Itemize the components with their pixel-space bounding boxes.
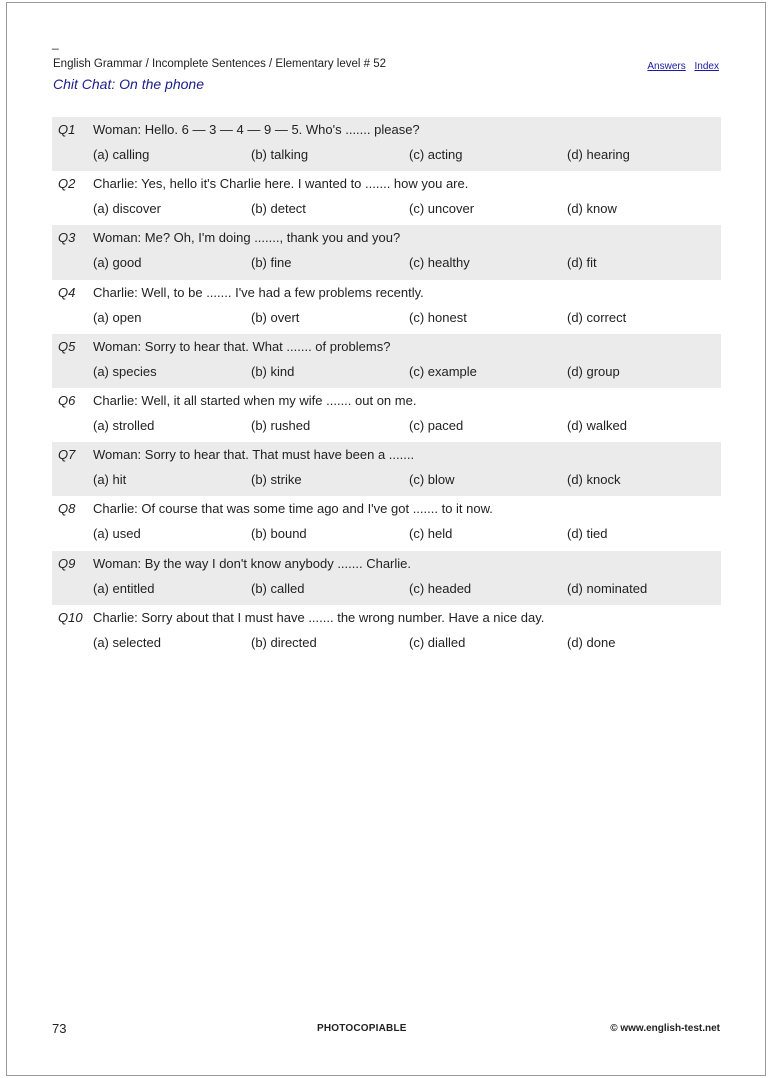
question-number: Q4 (58, 284, 76, 300)
question-row (52, 171, 721, 225)
question-row (52, 117, 721, 171)
question-number: Q8 (58, 501, 76, 517)
question-text: Woman: Me? Oh, I'm doing ......., thank you and you? (93, 230, 401, 246)
option-c[interactable]: (c) blow (409, 472, 455, 488)
option-a[interactable]: (a) hit (93, 472, 127, 488)
option-d[interactable]: (d) done (567, 634, 616, 650)
option-b[interactable]: (b) bound (251, 526, 307, 542)
option-c[interactable]: (c) honest (409, 309, 467, 325)
option-d[interactable]: (d) fit (567, 255, 597, 271)
option-d[interactable]: (d) know (567, 201, 617, 217)
option-c[interactable]: (c) uncover (409, 201, 475, 217)
question-number: Q2 (58, 176, 76, 192)
photocopiable-label: PHOTOCOPIABLE (317, 1023, 407, 1034)
option-d[interactable]: (d) walked (567, 417, 627, 433)
option-d[interactable]: (d) nominated (567, 580, 648, 596)
question-row (52, 442, 721, 496)
question-row (52, 496, 721, 550)
question-row (52, 280, 721, 334)
option-b[interactable]: (b) talking (251, 147, 309, 162)
question-number: Q6 (58, 392, 76, 408)
question-text: Woman: Sorry to hear that. That must have been a ....... (93, 447, 415, 463)
option-d[interactable]: (d) correct (567, 309, 627, 325)
option-a[interactable]: (a) selected (93, 634, 161, 650)
option-d[interactable]: (d) knock (567, 472, 621, 488)
question-list (52, 117, 721, 659)
option-a[interactable]: (a) discover (93, 201, 161, 217)
option-a[interactable]: (a) entitled (93, 580, 155, 596)
question-text: Charlie: Yes, hello it's Charlie here. I wanted to ....... how you are. (93, 176, 469, 192)
question-row (52, 334, 721, 388)
option-a[interactable]: (a) good (93, 255, 142, 271)
option-c[interactable]: (c) acting (409, 147, 463, 162)
option-c[interactable]: (c) example (409, 363, 477, 379)
question-text: Woman: By the way I don't know anybody ....... Charlie. (93, 555, 412, 571)
index-link[interactable]: Index (694, 61, 719, 72)
option-c[interactable]: (c) held (409, 526, 453, 542)
option-a[interactable]: (a) open (93, 309, 142, 325)
question-text: Charlie: Well, it all started when my wife ....... out on me. (93, 392, 417, 408)
option-b[interactable]: (b) rushed (251, 417, 311, 433)
option-b[interactable]: (b) directed (251, 634, 317, 650)
question-row (52, 225, 721, 279)
question-text: Charlie: Sorry about that I must have ....... the wrong number. Have a nice day. (93, 609, 545, 625)
question-row (52, 605, 721, 659)
option-c[interactable]: (c) dialled (409, 634, 466, 650)
question-row (52, 551, 721, 605)
option-b[interactable]: (b) detect (251, 201, 306, 217)
breadcrumb: English Grammar / Incomplete Sentences / Elementary level # 52 (53, 58, 387, 70)
question-text: Woman: Hello. 6 — 3 — 4 — 9 — 5. Who's ....... please? (93, 122, 420, 137)
option-d[interactable]: (d) group (567, 363, 620, 379)
option-b[interactable]: (b) kind (251, 363, 295, 379)
option-a[interactable]: (a) calling (93, 147, 150, 162)
page-title: Chit Chat: On the phone (53, 76, 204, 92)
option-c[interactable]: (c) paced (409, 417, 464, 433)
question-row (52, 388, 721, 442)
question-number: Q10 (58, 609, 83, 625)
answers-link[interactable]: Answers (647, 61, 686, 72)
question-text: Woman: Sorry to hear that. What ....... of problems? (93, 338, 391, 354)
question-number: Q7 (58, 447, 76, 463)
top-links (641, 61, 719, 73)
option-a[interactable]: (a) used (93, 526, 141, 542)
copyright-label: © www.english-test.net (610, 1023, 720, 1034)
option-b[interactable]: (b) called (251, 580, 305, 596)
question-number: Q9 (58, 555, 76, 571)
question-text: Charlie: Of course that was some time ago and I've got ....... to it now. (93, 501, 493, 517)
question-number: Q3 (58, 230, 76, 246)
question-number: Q5 (58, 338, 76, 354)
option-c[interactable]: (c) headed (409, 580, 472, 596)
option-b[interactable]: (b) overt (251, 309, 300, 325)
option-b[interactable]: (b) strike (251, 472, 302, 488)
question-text: Charlie: Well, to be ....... I've had a few problems recently. (93, 284, 424, 300)
option-b[interactable]: (b) fine (251, 255, 292, 271)
option-a[interactable]: (a) species (93, 363, 157, 379)
option-d[interactable]: (d) tied (567, 526, 608, 542)
question-number: Q1 (58, 122, 76, 137)
option-c[interactable]: (c) healthy (409, 255, 470, 271)
header-dash: _ (52, 36, 59, 50)
option-d[interactable]: (d) hearing (567, 147, 630, 162)
page-number: 73 (52, 1021, 67, 1036)
option-a[interactable]: (a) strolled (93, 417, 155, 433)
